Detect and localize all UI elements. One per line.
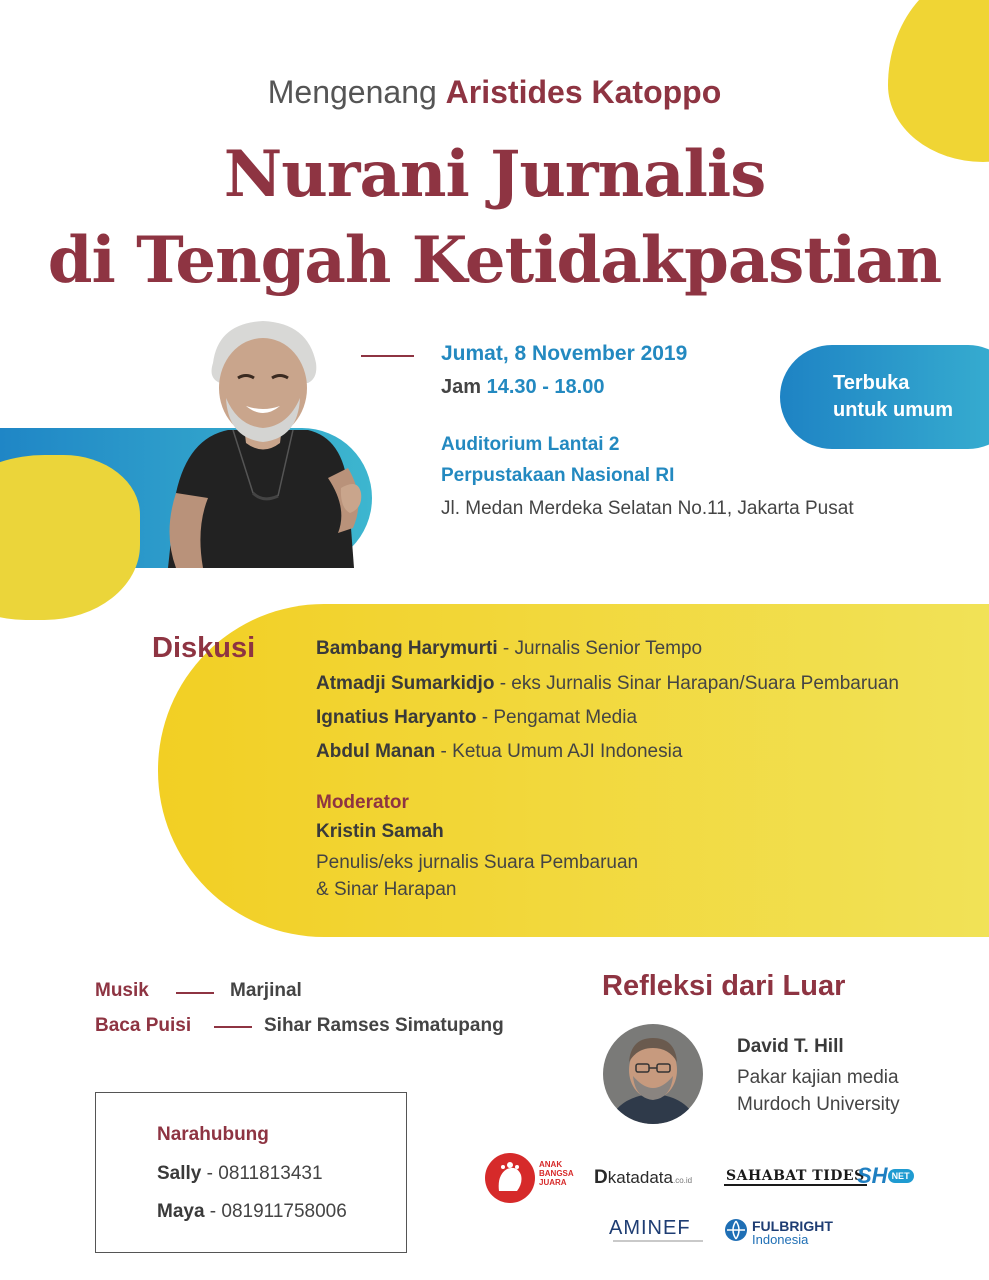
time-label: Jam <box>441 376 482 398</box>
speaker-name: Bambang Harymurti <box>316 638 498 659</box>
shnet-sh-text: SH <box>857 1163 888 1188</box>
moderator-desc-line-2: & Sinar Harapan <box>316 879 457 900</box>
abj-line-3: JUARA <box>539 1178 567 1187</box>
speaker-role: - Ketua Umum AJI Indonesia <box>435 741 683 762</box>
shnet-logo <box>857 1163 914 1189</box>
speaker-row <box>316 707 637 729</box>
reflection-name: David T. Hill <box>737 1036 844 1057</box>
open-line-1: Terbuka <box>833 372 910 394</box>
aminef-logo: AMINEF <box>609 1217 691 1239</box>
fulbright-globe-icon <box>725 1219 747 1241</box>
katadata-d-icon: D <box>594 1167 608 1188</box>
reflection-desc-line-1: Pakar kajian media <box>737 1067 899 1088</box>
fulbright-line-1: FULBRIGHT <box>752 1218 833 1234</box>
speaker-name: Atmadji Sumarkidjo <box>316 673 495 694</box>
aminef-tagline-line <box>613 1240 703 1242</box>
speaker-row <box>316 741 682 763</box>
music-label: Musik <box>95 980 149 1001</box>
shnet-net-text: NET <box>888 1169 914 1183</box>
reflection-desc-line-2: Murdoch University <box>737 1094 900 1115</box>
title-line-2: di Tengah Ketidakpastian <box>47 223 942 298</box>
subtitle-prefix: Mengenang <box>267 74 437 110</box>
decorative-blob-left <box>0 455 140 620</box>
venue-line-1: Auditorium Lantai 2 <box>441 434 620 455</box>
speaker-name: Abdul Manan <box>316 741 436 762</box>
event-date: Jumat, 8 November 2019 <box>441 342 688 365</box>
portrait-david-hill <box>603 1024 703 1124</box>
abj-line-2: BANGSA <box>539 1169 574 1178</box>
venue-line-2: Perpustakaan Nasional RI <box>441 465 675 486</box>
reflection-title: Refleksi dari Luar <box>602 970 846 1002</box>
speaker-role: - eks Jurnalis Sinar Harapan/Suara Pembaruan <box>494 673 899 694</box>
subtitle <box>0 74 989 111</box>
speaker-role: - Pengamat Media <box>476 707 638 728</box>
anak-bangsa-juara-logo <box>485 1153 535 1203</box>
time-value: 14.30 - 18.00 <box>486 376 605 398</box>
speaker-name: Ignatius Haryanto <box>316 707 477 728</box>
contact-phone: - 0811813431 <box>201 1163 323 1184</box>
open-public-label <box>833 370 983 424</box>
portrait-aristides-katoppo <box>158 318 378 568</box>
event-time <box>441 376 604 399</box>
katadata-logo <box>594 1167 692 1189</box>
contact-name: Maya <box>157 1201 205 1222</box>
sahabat-tides-logo: SAHABAT TIDES <box>726 1168 865 1184</box>
poem-value: Sihar Ramses Simatupang <box>264 1015 504 1036</box>
fulbright-logo <box>752 1219 833 1247</box>
music-value: Marjinal <box>230 980 302 1001</box>
subtitle-name: Aristides Katoppo <box>445 74 722 110</box>
speaker-row <box>316 638 702 660</box>
music-dash <box>176 992 214 994</box>
contact-phone: - 081911758006 <box>204 1201 347 1222</box>
contact-name: Sally <box>157 1163 202 1184</box>
venue-address: Jl. Medan Merdeka Selatan No.11, Jakarta Pusat <box>441 498 854 519</box>
poem-label: Baca Puisi <box>95 1015 192 1036</box>
discussion-label: Diskusi <box>152 632 256 664</box>
contact-row <box>157 1163 323 1185</box>
moderator-desc-line-1: Penulis/eks jurnalis Suara Pembaruan <box>316 852 639 873</box>
speaker-row <box>316 673 899 695</box>
date-dash <box>361 355 414 357</box>
speaker-role: - Jurnalis Senior Tempo <box>497 638 703 659</box>
anak-bangsa-juara-text <box>539 1160 574 1187</box>
title-line-1: Nurani Jurnalis <box>223 137 766 212</box>
fulbright-line-2: Indonesia <box>752 1232 809 1247</box>
katadata-text: katadata <box>607 1168 673 1187</box>
page-title <box>0 132 989 304</box>
moderator-label: Moderator <box>316 792 409 813</box>
reflection-description <box>737 1064 900 1118</box>
poem-dash <box>214 1026 252 1028</box>
moderator-name: Kristin Samah <box>316 821 444 842</box>
katadata-suffix: .co.id <box>672 1176 693 1185</box>
anak-bangsa-juara-emblem-icon <box>485 1153 535 1203</box>
contact-label: Narahubung <box>157 1124 269 1145</box>
moderator-description <box>316 849 638 903</box>
open-line-2: untuk umum <box>833 399 953 421</box>
contact-row <box>157 1201 347 1223</box>
abj-line-1: ANAK <box>539 1160 563 1169</box>
